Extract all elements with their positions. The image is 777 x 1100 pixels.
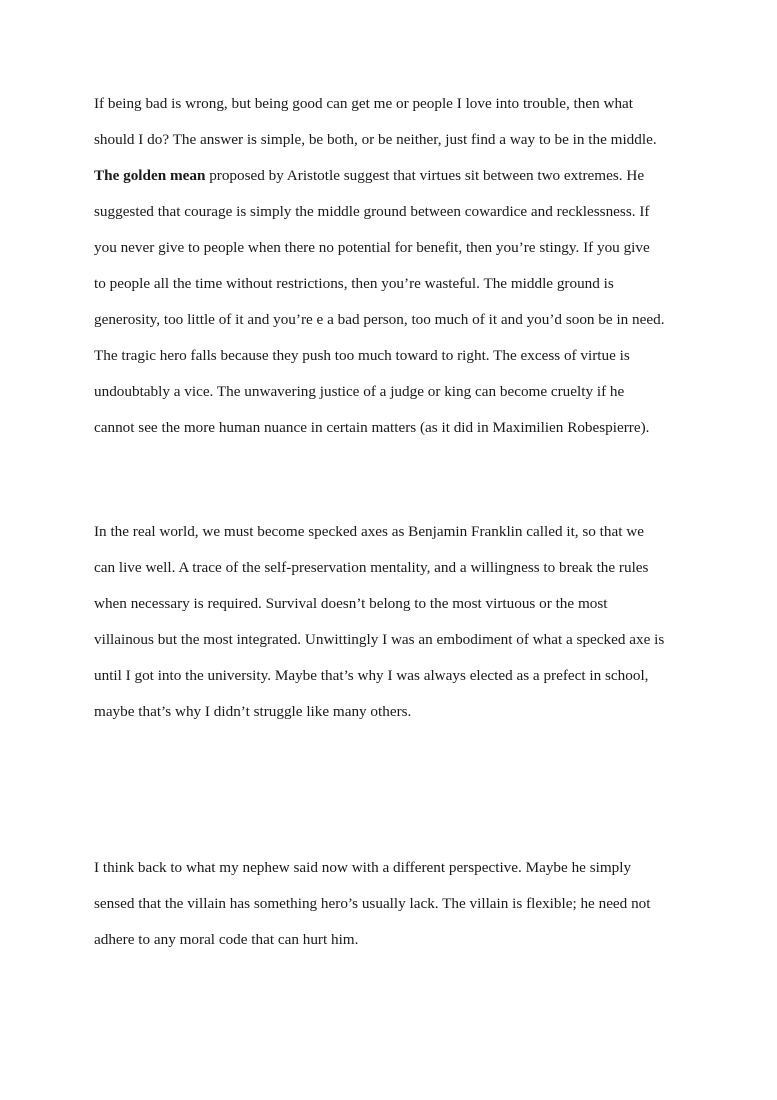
text-line: until I got into the university. Maybe that’s why I was always elected as a prefect in school,	[94, 667, 649, 684]
paragraph-nephew	[94, 850, 694, 958]
text-line: you never give to people when there no potential for benefit, then you’re stingy. If you give	[94, 239, 650, 256]
text-line: when necessary is required. Survival doesn’t belong to the most virtuous or the most	[94, 595, 608, 612]
text-line: generosity, too little of it and you’re e a bad person, too much of it and you’d soon be in need.	[94, 311, 665, 328]
text-line: adhere to any moral code that can hurt him.	[94, 931, 359, 948]
text-line: can live well. A trace of the self-preservation mentality, and a willingness to break the rules	[94, 559, 649, 576]
text-line: In the real world, we must become specked axes as Benjamin Franklin called it, so that we	[94, 523, 644, 540]
text-line	[94, 158, 694, 194]
text-line: to people all the time without restrictions, then you’re wasteful. The middle ground is	[94, 275, 614, 292]
text-run: proposed by Aristotle suggest that virtues sit between two extremes. He	[205, 167, 645, 184]
text-line: should I do? The answer is simple, be both, or be neither, just find a way to be in the middle.	[94, 131, 657, 148]
paragraph-specked-axes	[94, 514, 694, 730]
text-line: suggested that courage is simply the middle ground between cowardice and recklessness. If	[94, 203, 650, 220]
text-line: The tragic hero falls because they push too much toward to right. The excess of virtue is	[94, 347, 630, 364]
text-line: sensed that the villain has something hero’s usually lack. The villain is flexible; he need not	[94, 895, 651, 912]
paragraph-golden-mean	[94, 86, 694, 446]
text-line: If being bad is wrong, but being good can get me or people I love into trouble, then what	[94, 95, 634, 112]
text-line: cannot see the more human nuance in certain matters (as it did in Maximilien Robespierre).	[94, 419, 650, 436]
text-line: villainous but the most integrated. Unwittingly I was an embodiment of what a specked axe is	[94, 631, 665, 648]
text-line: undoubtably a vice. The unwavering justice of a judge or king can become cruelty if he	[94, 383, 625, 400]
text-line: I think back to what my nephew said now with a different perspective. Maybe he simply	[94, 859, 632, 876]
bold-term-golden-mean: The golden mean	[94, 167, 206, 184]
text-line: maybe that’s why I didn’t struggle like many others.	[94, 703, 412, 720]
